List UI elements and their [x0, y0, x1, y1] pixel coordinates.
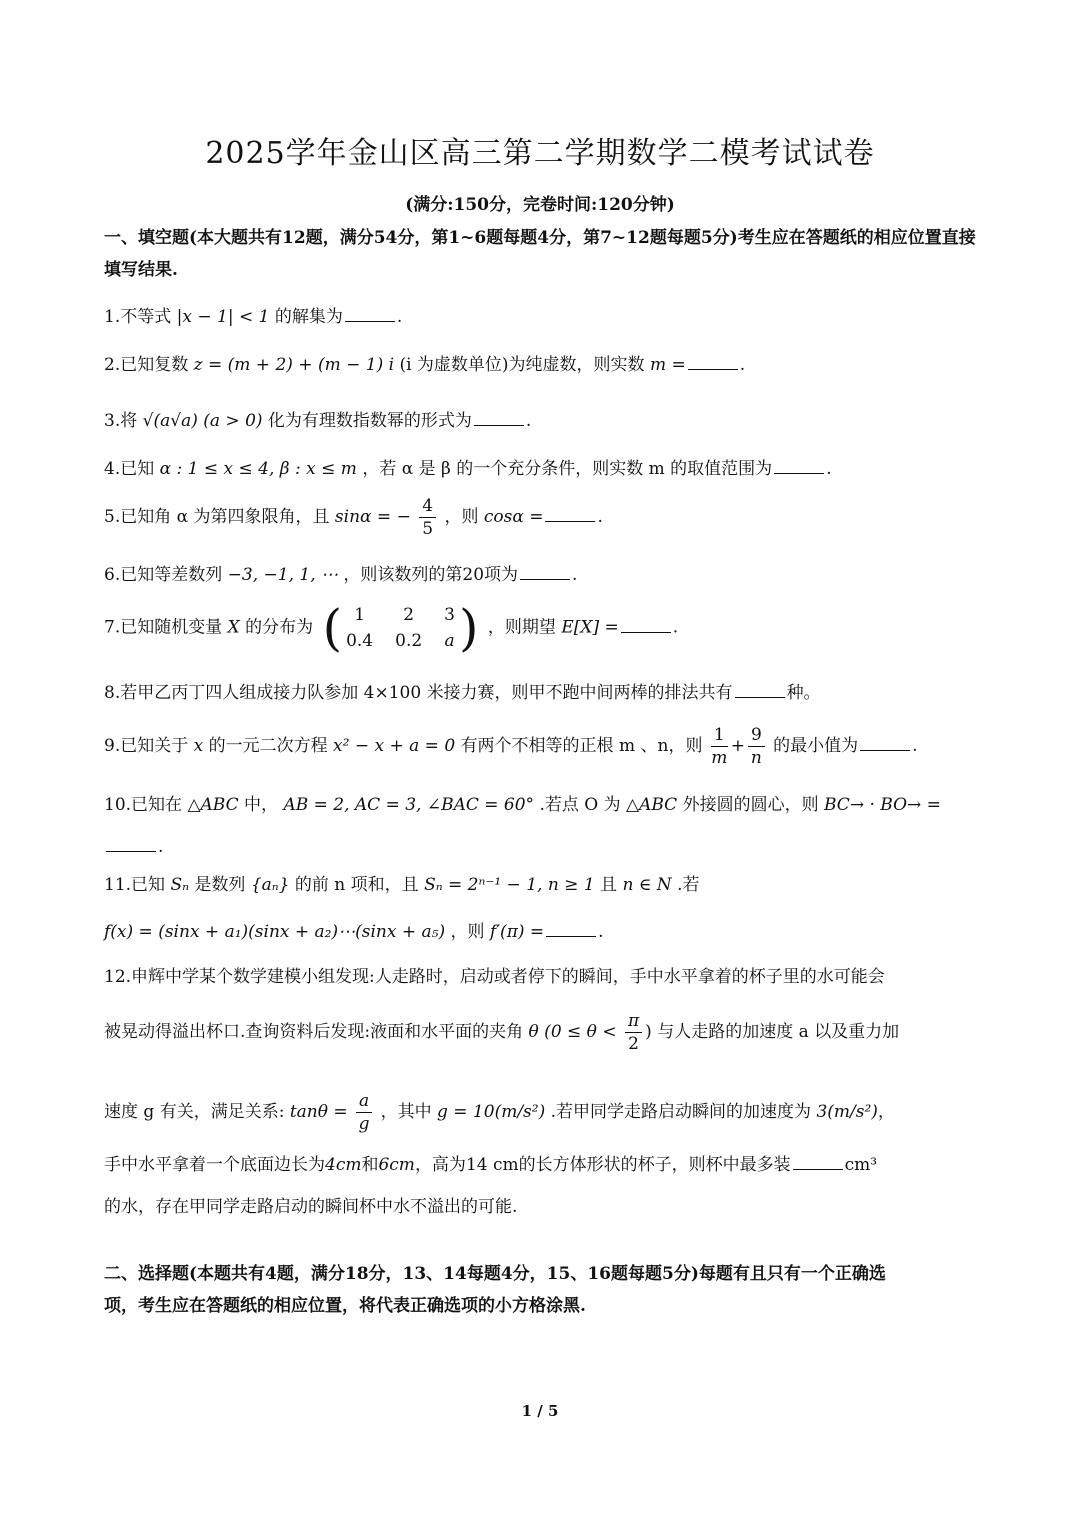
answer-blank — [860, 732, 910, 751]
q3-expression: √(a√a) (a > 0) — [142, 411, 263, 431]
fraction: $\frac{\pi}{2}$ — [625, 1010, 642, 1055]
question-10: 10.已知在 △ABC 中， AB = 2, AC = 3, ∠BAC = 60° .若点 O 为 △ABC 外接圆的圆心，则 BC→ · BO→ = — [104, 795, 941, 815]
question-11-line2: f(x) = (sinx + a₁)(sinx + a₂)⋯(sinx + a₅) ，则 f′(π) = . — [104, 915, 984, 949]
question-11: 11.已知 Sₙ 是数列 {aₙ} 的前 n 项和，且 Sₙ = 2ⁿ⁻¹ − 1, n ≥ 1 且 n ∈ N .若 — [104, 875, 700, 895]
question-2: 2.已知复数 z = (m + 2) + (m − 1) i (i 为虚数单位)为纯虚数，则实数 m = . — [104, 348, 984, 382]
answer-blank — [474, 407, 524, 426]
answer-blank — [621, 614, 671, 633]
answer-blank — [735, 679, 785, 698]
page-number: 1 / 5 — [521, 1402, 559, 1420]
answer-blank — [520, 561, 570, 580]
question-12-line5: 的水，存在甲同学走路启动的瞬间杯中水不溢出的可能. — [104, 1197, 518, 1217]
answer-blank — [106, 833, 156, 852]
q4-expression: α : 1 ≤ x ≤ 4, β : x ≤ m — [159, 459, 357, 479]
question-4: 4.已知 α : 1 ≤ x ≤ 4, β : x ≤ m ，若 α 是 β 的一个充分条件，则实数 m 的取值范围为 . — [104, 452, 984, 486]
fraction: $\frac{1}{m}$ — [711, 725, 728, 768]
answer-blank — [545, 503, 595, 522]
question-12-line4: 手中水平拿着一个底面边长为4cm和6cm，高为14 cm的长方体形状的杯子，则杯中最多装 cm³ — [104, 1148, 984, 1182]
fraction: $\frac{a}{g}$ — [356, 1090, 372, 1135]
answer-blank — [546, 918, 596, 937]
question-1: 1.不等式 |x − 1| < 1 的解集为 . — [104, 300, 984, 334]
distribution-matrix: ( 1 2 3 0.4 0.2 a ) — [322, 599, 479, 657]
question-10-blank: . — [104, 830, 984, 864]
q2-expression: z = (m + 2) + (m − 1) i — [193, 355, 395, 375]
question-9: 9.已知关于 x 的一元二次方程 x² − x + a = 0 有两个不相等的正根 m 、n，则 $\frac{1}{m}$ + $\frac{9}{n}$ 的最小值为 . — [104, 725, 918, 768]
answer-blank — [345, 303, 395, 322]
fraction: $\frac{9}{n}$ — [748, 724, 765, 769]
question-3: 3.将 √(a√a) (a > 0) 化为有理数指数幂的形式为 . — [104, 404, 984, 438]
page-title: 2025学年金山区高三第二学期数学二模考试试卷 — [205, 136, 875, 171]
fraction: $\frac{4}{5}$ — [419, 495, 436, 540]
q1-expression: |x − 1| < 1 — [176, 307, 270, 327]
answer-blank — [793, 1151, 843, 1170]
answer-blank — [688, 351, 738, 370]
question-12-line1: 12.申辉中学某个数学建模小组发现:人走路时，启动或者停下的瞬间，手中水平拿着的杯子里的水可能会 — [104, 967, 885, 987]
exam-info: (满分:150分，完卷时间:120分钟) — [405, 195, 675, 215]
question-12-line2: 被晃动得溢出杯口.查询资料后发现:液面和水平面的夹角 θ (0 ≤ θ < $\frac{\pi}{2}$ ) 与人走路的加速度 a 以及重力加 — [104, 1011, 900, 1054]
question-5: 5.已知角 α 为第四象限角，且 sinα = − $\frac{4}{5}$ ，则 cosα = . — [104, 496, 603, 539]
answer-blank — [774, 455, 824, 474]
section-1-heading: 一、填空题(本大题共有12题，满分54分，第1~6题每题4分，第7~12题每题5分)考生应在答题纸的相应位置直接填写结果. — [104, 228, 976, 280]
q5-expression: sinα = − — [334, 507, 411, 527]
question-12-line3: 速度 g 有关，满足关系: tanθ = $\frac{a}{g}$ ，其中 g = 10(m/s²) .若甲同学走路启动瞬间的加速度为 3(m/s²)， — [104, 1091, 895, 1134]
question-8: 8.若甲乙丙丁四人组成接力队参加 4×100 米接力赛，则甲不跑中间两棒的排法共有 种。 — [104, 676, 984, 710]
section-2-heading: 二、选择题(本题共有4题，满分18分，13、14每题4分，15、16题每题5分)每题有且只有一个正确选 项，考生应在答题纸的相应位置，将代表正确选项的小方格涂黑. — [104, 1264, 886, 1316]
q6-expression: −3, −1, 1, ⋯ — [227, 565, 338, 585]
question-7: 7.已知随机变量 X 的分布为 ( 1 2 3 0.4 0.2 a ) ，则期望 E[X] = . — [104, 599, 679, 657]
question-6: 6.已知等差数列 −3, −1, 1, ⋯ ，则该数列的第20项为 . — [104, 558, 984, 592]
